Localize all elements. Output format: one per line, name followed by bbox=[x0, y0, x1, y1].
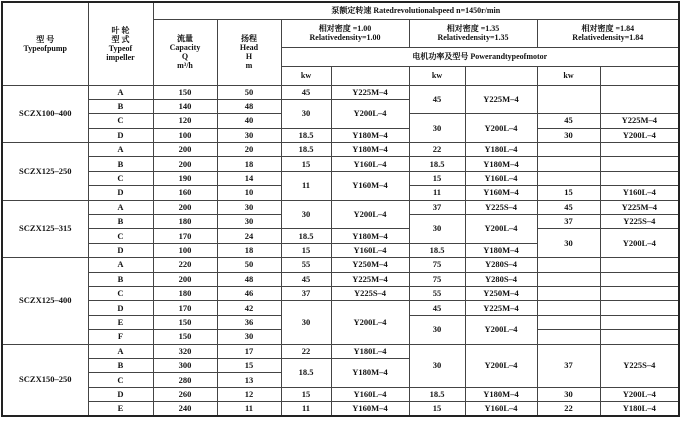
kw-1.35-cell: 30 bbox=[409, 114, 465, 143]
impeller-type-cell: A bbox=[88, 200, 153, 214]
header-impeller-line: 叶 轮 bbox=[111, 25, 130, 35]
impeller-type-cell: E bbox=[88, 402, 153, 416]
motor-1.00-cell: Y180M–4 bbox=[331, 358, 409, 387]
capacity-cell: 200 bbox=[153, 157, 217, 171]
kw-1.84-cell: 15 bbox=[537, 186, 600, 200]
density-cn: 相对密度 =1.84 bbox=[581, 24, 635, 33]
kw-1.84-cell bbox=[537, 286, 600, 300]
motor-1.35-cell: Y160L–4 bbox=[465, 402, 537, 416]
motor-1.00-cell: Y180L–4 bbox=[331, 344, 409, 358]
capacity-cell: 170 bbox=[153, 301, 217, 315]
kw-1.84-cell: 45 bbox=[537, 200, 600, 214]
kw-1.00-cell: 15 bbox=[281, 387, 331, 401]
capacity-cell: 180 bbox=[153, 215, 217, 229]
header-kw: kw bbox=[281, 66, 331, 85]
header-impeller-line: 型 式 bbox=[111, 34, 130, 44]
capacity-cell: 220 bbox=[153, 258, 217, 272]
head-cell: 14 bbox=[217, 171, 281, 185]
head-cell: 18 bbox=[217, 157, 281, 171]
header-head-line: Head bbox=[239, 43, 259, 52]
kw-1.35-cell: 45 bbox=[409, 301, 465, 315]
table-row bbox=[2, 200, 679, 214]
head-cell: 30 bbox=[217, 215, 281, 229]
kw-1.84-cell: 30 bbox=[537, 128, 600, 142]
capacity-cell: 260 bbox=[153, 387, 217, 401]
kw-1.00-cell: 45 bbox=[281, 85, 331, 99]
motor-1.00-cell: Y160L–4 bbox=[331, 157, 409, 171]
motor-1.84-cell bbox=[600, 330, 679, 344]
motor-1.84-cell: Y225S–4 bbox=[600, 215, 679, 229]
kw-1.00-cell: 18.5 bbox=[281, 229, 331, 243]
kw-1.00-cell: 30 bbox=[281, 200, 331, 229]
motor-1.35-cell: Y225M–4 bbox=[465, 301, 537, 315]
motor-1.00-cell: Y225M–4 bbox=[331, 272, 409, 286]
kw-1.00-cell: 30 bbox=[281, 301, 331, 344]
head-cell: 36 bbox=[217, 315, 281, 329]
header-type-en: Typeofpump bbox=[23, 43, 67, 53]
pump-type-cell: SCZX100–400 bbox=[2, 85, 88, 143]
header-rated-speed: 泵额定转速 Ratedrevolutionalspeed n=1450r/min bbox=[153, 2, 679, 19]
kw-1.35-cell: 11 bbox=[409, 186, 465, 200]
table-row bbox=[2, 258, 679, 272]
capacity-cell: 120 bbox=[153, 114, 217, 128]
header-type-cn: 型 号 bbox=[36, 34, 55, 44]
motor-1.35-cell: Y180M–4 bbox=[465, 157, 537, 171]
kw-1.84-cell: 30 bbox=[537, 387, 600, 401]
impeller-type-cell: B bbox=[88, 215, 153, 229]
header-model bbox=[331, 66, 409, 85]
impeller-type-cell: C bbox=[88, 373, 153, 387]
motor-1.00-cell: Y160L–4 bbox=[331, 387, 409, 401]
table-row bbox=[2, 387, 679, 401]
head-cell: 20 bbox=[217, 143, 281, 157]
motor-1.84-cell bbox=[600, 171, 679, 185]
impeller-type-cell: C bbox=[88, 229, 153, 243]
capacity-cell: 160 bbox=[153, 186, 217, 200]
motor-1.84-cell bbox=[600, 143, 679, 157]
density-cn: 相对密度 =1.35 bbox=[446, 24, 500, 33]
motor-1.35-cell: Y200L–4 bbox=[465, 114, 537, 143]
impeller-type-cell: A bbox=[88, 258, 153, 272]
impeller-type-cell: B bbox=[88, 358, 153, 372]
kw-1.35-cell: 55 bbox=[409, 286, 465, 300]
kw-1.84-cell bbox=[537, 330, 600, 344]
motor-1.35-cell: Y160M–4 bbox=[465, 186, 537, 200]
header-capacity-line: Capacity bbox=[169, 43, 201, 52]
kw-1.35-cell: 22 bbox=[409, 143, 465, 157]
kw-1.84-cell bbox=[537, 301, 600, 315]
table-row bbox=[2, 272, 679, 286]
motor-1.35-cell: Y280S–4 bbox=[465, 258, 537, 272]
capacity-cell: 200 bbox=[153, 200, 217, 214]
kw-1.35-cell: 15 bbox=[409, 171, 465, 185]
kw-1.00-cell: 22 bbox=[281, 344, 331, 358]
head-cell: 12 bbox=[217, 387, 281, 401]
motor-1.00-cell: Y200L–4 bbox=[331, 301, 409, 344]
table-row bbox=[2, 301, 679, 315]
capacity-cell: 170 bbox=[153, 229, 217, 243]
header-head-line: 扬程 bbox=[241, 34, 257, 43]
motor-1.35-cell: Y180M–4 bbox=[465, 243, 537, 257]
head-cell: 24 bbox=[217, 229, 281, 243]
motor-1.35-cell: Y200L–4 bbox=[465, 344, 537, 387]
head-cell: 15 bbox=[217, 358, 281, 372]
impeller-type-cell: D bbox=[88, 128, 153, 142]
kw-1.35-cell: 18.5 bbox=[409, 243, 465, 257]
kw-1.35-cell: 18.5 bbox=[409, 387, 465, 401]
kw-1.84-cell bbox=[537, 258, 600, 272]
motor-1.84-cell bbox=[600, 272, 679, 286]
capacity-cell: 280 bbox=[153, 373, 217, 387]
header-motor: 电机功率及型号 Powerandtypeofmotor bbox=[281, 47, 679, 66]
header-density-1.84 bbox=[537, 19, 679, 47]
kw-1.84-cell bbox=[537, 272, 600, 286]
motor-1.84-cell bbox=[600, 258, 679, 272]
capacity-cell: 320 bbox=[153, 344, 217, 358]
kw-1.84-cell bbox=[537, 171, 600, 185]
motor-1.84-cell: Y200L–4 bbox=[600, 229, 679, 258]
motor-1.00-cell: Y180M–4 bbox=[331, 128, 409, 142]
kw-1.00-cell: 18.5 bbox=[281, 128, 331, 142]
kw-1.84-cell bbox=[537, 315, 600, 329]
kw-1.00-cell: 15 bbox=[281, 243, 331, 257]
impeller-type-cell: B bbox=[88, 157, 153, 171]
impeller-type-cell: A bbox=[88, 85, 153, 99]
kw-1.35-cell: 30 bbox=[409, 344, 465, 387]
head-cell: 11 bbox=[217, 402, 281, 416]
motor-1.35-cell: Y225S–4 bbox=[465, 200, 537, 214]
impeller-type-cell: D bbox=[88, 301, 153, 315]
impeller-type-cell: D bbox=[88, 243, 153, 257]
head-cell: 48 bbox=[217, 272, 281, 286]
header-impeller bbox=[88, 2, 153, 85]
pump-type-cell: SCZX125–250 bbox=[2, 143, 88, 201]
kw-1.35-cell: 75 bbox=[409, 272, 465, 286]
impeller-type-cell: D bbox=[88, 186, 153, 200]
head-cell: 50 bbox=[217, 85, 281, 99]
kw-1.84-cell bbox=[537, 85, 600, 114]
header-type bbox=[2, 2, 88, 85]
head-cell: 40 bbox=[217, 114, 281, 128]
capacity-cell: 180 bbox=[153, 286, 217, 300]
impeller-type-cell: A bbox=[88, 344, 153, 358]
kw-1.35-cell: 75 bbox=[409, 258, 465, 272]
kw-1.84-cell: 45 bbox=[537, 114, 600, 128]
motor-1.35-cell: Y225M–4 bbox=[465, 85, 537, 114]
motor-1.35-cell: Y280S–4 bbox=[465, 272, 537, 286]
header-head-line: H bbox=[245, 52, 253, 61]
motor-1.35-cell: Y250M–4 bbox=[465, 286, 537, 300]
kw-1.00-cell: 30 bbox=[281, 99, 331, 128]
impeller-type-cell: A bbox=[88, 143, 153, 157]
kw-1.35-cell: 30 bbox=[409, 215, 465, 244]
capacity-cell: 150 bbox=[153, 330, 217, 344]
head-cell: 42 bbox=[217, 301, 281, 315]
capacity-cell: 200 bbox=[153, 143, 217, 157]
motor-1.00-cell: Y160L–4 bbox=[331, 243, 409, 257]
kw-1.35-cell: 45 bbox=[409, 85, 465, 114]
table-row bbox=[2, 85, 679, 99]
impeller-type-cell: E bbox=[88, 315, 153, 329]
kw-1.84-cell: 22 bbox=[537, 402, 600, 416]
impeller-type-cell: C bbox=[88, 286, 153, 300]
motor-1.84-cell bbox=[600, 85, 679, 114]
motor-1.84-cell: Y160L–4 bbox=[600, 186, 679, 200]
density-cn: 相对密度 =1.00 bbox=[318, 24, 372, 33]
header-model bbox=[600, 66, 679, 85]
header-density-1.35 bbox=[409, 19, 537, 47]
kw-1.00-cell: 45 bbox=[281, 272, 331, 286]
header-capacity-line: 流量 bbox=[177, 34, 193, 43]
capacity-cell: 100 bbox=[153, 243, 217, 257]
pump-motor-table bbox=[1, 1, 680, 417]
kw-1.35-cell: 15 bbox=[409, 402, 465, 416]
capacity-cell: 240 bbox=[153, 402, 217, 416]
header-kw: kw bbox=[409, 66, 465, 85]
capacity-cell: 200 bbox=[153, 272, 217, 286]
header-capacity-line: m³/h bbox=[177, 61, 193, 70]
table-row bbox=[2, 128, 679, 142]
kw-1.00-cell: 11 bbox=[281, 171, 331, 200]
capacity-cell: 150 bbox=[153, 315, 217, 329]
capacity-cell: 150 bbox=[153, 85, 217, 99]
motor-1.84-cell: Y200L–4 bbox=[600, 128, 679, 142]
table-row bbox=[2, 344, 679, 358]
motor-1.35-cell: Y180M–4 bbox=[465, 387, 537, 401]
head-cell: 30 bbox=[217, 200, 281, 214]
header-impeller-line: Typeof bbox=[108, 43, 133, 53]
header-capacity bbox=[153, 19, 217, 85]
pump-type-cell: SCZX125–315 bbox=[2, 200, 88, 258]
header-capacity-line: Q bbox=[181, 52, 189, 61]
kw-1.00-cell: 11 bbox=[281, 402, 331, 416]
motor-1.84-cell bbox=[600, 157, 679, 171]
motor-1.84-cell: Y180L–4 bbox=[600, 402, 679, 416]
pump-type-cell: SCZX125–400 bbox=[2, 258, 88, 344]
kw-1.35-cell: 18.5 bbox=[409, 157, 465, 171]
motor-1.00-cell: Y225M–4 bbox=[331, 85, 409, 99]
motor-1.00-cell: Y160M–4 bbox=[331, 402, 409, 416]
motor-1.35-cell: Y200L–4 bbox=[465, 315, 537, 344]
kw-1.35-cell: 30 bbox=[409, 315, 465, 344]
capacity-cell: 190 bbox=[153, 171, 217, 185]
head-cell: 18 bbox=[217, 243, 281, 257]
head-cell: 46 bbox=[217, 286, 281, 300]
motor-1.84-cell bbox=[600, 301, 679, 315]
motor-1.00-cell: Y200L–4 bbox=[331, 99, 409, 128]
header-model bbox=[465, 66, 537, 85]
table-row bbox=[2, 229, 679, 243]
table-row bbox=[2, 402, 679, 416]
kw-1.35-cell: 37 bbox=[409, 200, 465, 214]
impeller-type-cell: F bbox=[88, 330, 153, 344]
density-en: Relativedensity=1.84 bbox=[572, 33, 644, 42]
motor-1.84-cell: Y225S–4 bbox=[600, 344, 679, 387]
head-cell: 13 bbox=[217, 373, 281, 387]
header-head bbox=[217, 19, 281, 85]
density-en: Relativedensity=1.00 bbox=[309, 33, 381, 42]
motor-1.00-cell: Y250M–4 bbox=[331, 258, 409, 272]
head-cell: 30 bbox=[217, 330, 281, 344]
head-cell: 17 bbox=[217, 344, 281, 358]
motor-1.84-cell: Y225M–4 bbox=[600, 200, 679, 214]
kw-1.84-cell: 37 bbox=[537, 344, 600, 387]
kw-1.00-cell: 15 bbox=[281, 157, 331, 171]
kw-1.84-cell: 37 bbox=[537, 215, 600, 229]
header-kw: kw bbox=[537, 66, 600, 85]
header-impeller-line: impeller bbox=[106, 52, 135, 62]
kw-1.84-cell bbox=[537, 157, 600, 171]
kw-1.00-cell: 18.5 bbox=[281, 143, 331, 157]
motor-1.84-cell: Y200L–4 bbox=[600, 387, 679, 401]
capacity-cell: 140 bbox=[153, 99, 217, 113]
header-head-line: m bbox=[245, 61, 253, 70]
kw-1.84-cell: 30 bbox=[537, 229, 600, 258]
motor-1.00-cell: Y160M–4 bbox=[331, 171, 409, 200]
motor-1.84-cell: Y225M–4 bbox=[600, 114, 679, 128]
motor-1.35-cell: Y200L–4 bbox=[465, 215, 537, 244]
motor-1.35-cell: Y180L–4 bbox=[465, 143, 537, 157]
motor-1.00-cell: Y200L–4 bbox=[331, 200, 409, 229]
head-cell: 10 bbox=[217, 186, 281, 200]
table-row bbox=[2, 286, 679, 300]
density-en: Relativedensity=1.35 bbox=[437, 33, 509, 42]
head-cell: 50 bbox=[217, 258, 281, 272]
table-body bbox=[2, 85, 679, 416]
motor-1.84-cell bbox=[600, 286, 679, 300]
motor-1.00-cell: Y225S–4 bbox=[331, 286, 409, 300]
kw-1.00-cell: 18.5 bbox=[281, 358, 331, 387]
kw-1.00-cell: 37 bbox=[281, 286, 331, 300]
table-row bbox=[2, 157, 679, 171]
head-cell: 30 bbox=[217, 128, 281, 142]
motor-1.00-cell: Y180M–4 bbox=[331, 229, 409, 243]
impeller-type-cell: C bbox=[88, 114, 153, 128]
impeller-type-cell: B bbox=[88, 99, 153, 113]
impeller-type-cell: D bbox=[88, 387, 153, 401]
motor-1.35-cell: Y160L–4 bbox=[465, 171, 537, 185]
impeller-type-cell: B bbox=[88, 272, 153, 286]
kw-1.84-cell bbox=[537, 143, 600, 157]
impeller-type-cell: C bbox=[88, 171, 153, 185]
motor-1.00-cell: Y180M–4 bbox=[331, 143, 409, 157]
header-density-1.00 bbox=[281, 19, 409, 47]
motor-1.84-cell bbox=[600, 315, 679, 329]
head-cell: 48 bbox=[217, 99, 281, 113]
table-row bbox=[2, 143, 679, 157]
table-row bbox=[2, 171, 679, 185]
capacity-cell: 300 bbox=[153, 358, 217, 372]
pump-type-cell: SCZX150–250 bbox=[2, 344, 88, 416]
capacity-cell: 100 bbox=[153, 128, 217, 142]
kw-1.00-cell: 55 bbox=[281, 258, 331, 272]
